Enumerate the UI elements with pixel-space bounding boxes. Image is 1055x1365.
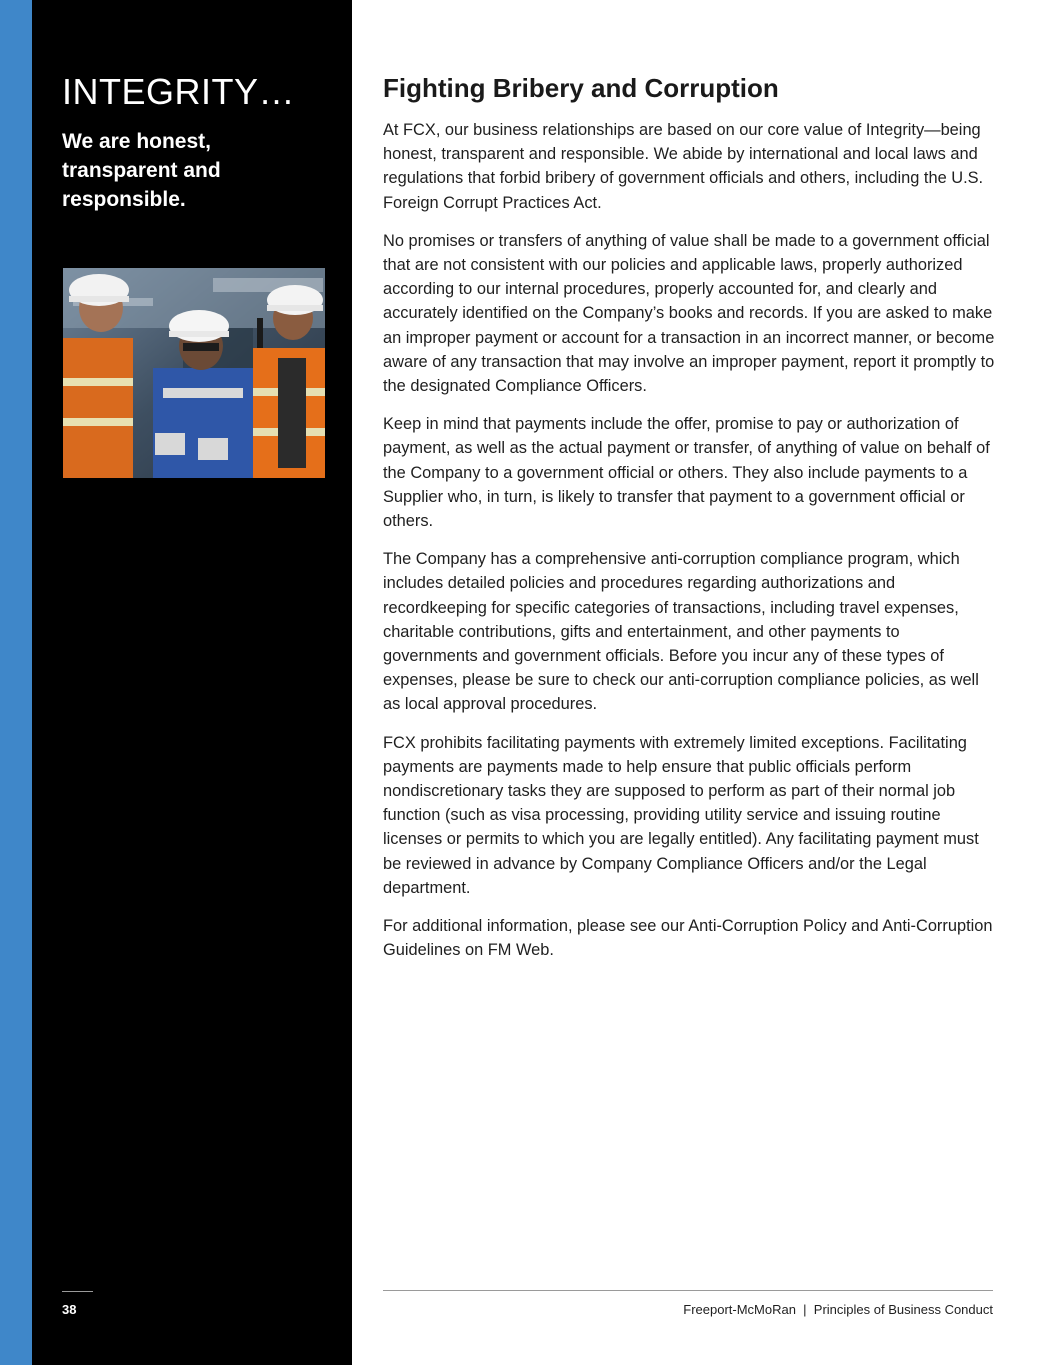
page-number: 38 xyxy=(62,1302,77,1317)
article xyxy=(383,72,998,977)
article-paragraph: Keep in mind that payments include the offer, promise to pay or authorization of payment, as well as the actual payment or transfer, of anything of value on behalf of the Company to a government official or others. They also include payments to a Supplier who, in turn, is likely to transfer that payment to a government official or others. xyxy=(383,415,990,531)
footer-divider-right xyxy=(383,1290,993,1291)
workers-photo xyxy=(63,268,325,478)
publication-footer: Freeport-McMoRan | Principles of Business Conduct xyxy=(683,1302,993,1317)
sidebar xyxy=(32,0,352,1365)
article-paragraph: For additional information, please see our Anti-Corruption Policy and Anti-Corruption Guidelines on FM Web. xyxy=(383,917,993,960)
footer-divider-left xyxy=(62,1291,93,1292)
accent-strip xyxy=(0,0,32,1365)
article-paragraph: The Company has a comprehensive anti-corruption compliance program, which includes detailed policies and procedures regarding authorizations and recordkeeping for specific categories of transactions, including travel expenses, charitable contributions, gifts and entertainment, and other payments to governments and government officials. Before you incur any of these types of expenses, please be sure to check our anti-corruption compliance policies, as well as local approval procedures. xyxy=(383,550,979,714)
article-paragraph: At FCX, our business relationships are based on our core value of Integrity—being honest, transparent and responsible. We abide by international and local laws and regulations that forbid bribery of government officials and others, including the U.S. Foreign Corrupt Practices Act. xyxy=(383,121,984,212)
sidebar-tagline: We are honest, transparent and responsible. xyxy=(62,130,221,211)
article-heading: Fighting Bribery and Corruption xyxy=(383,73,779,103)
article-paragraph: FCX prohibits facilitating payments with extremely limited exceptions. Facilitating payments are payments made to help ensure that public officials perform nondiscretionary tasks they are supposed to perform as part of their normal job function (such as visa processing, providing utility service and issuing routine licenses or permits to which you are legally entitled). Any facilitating payment must be reviewed in advance by Company Compliance Officers and/or the Legal department. xyxy=(383,733,979,897)
article-paragraph: No promises or transfers of anything of value shall be made to a government official that are not consistent with our policies and applicable laws, properly authorized according to our internal procedures, properly accounted for, and clearly and accurately identified on the Company’s books and records. If you are asked to make an improper payment or account for a transaction in an incorrect manner, or become aware of any transaction that may involve an improper payment, report it promptly to the designated Compliance Officers. xyxy=(383,231,995,396)
workers-photo-illustration xyxy=(63,268,325,478)
sidebar-title: INTEGRITY… xyxy=(62,71,296,112)
